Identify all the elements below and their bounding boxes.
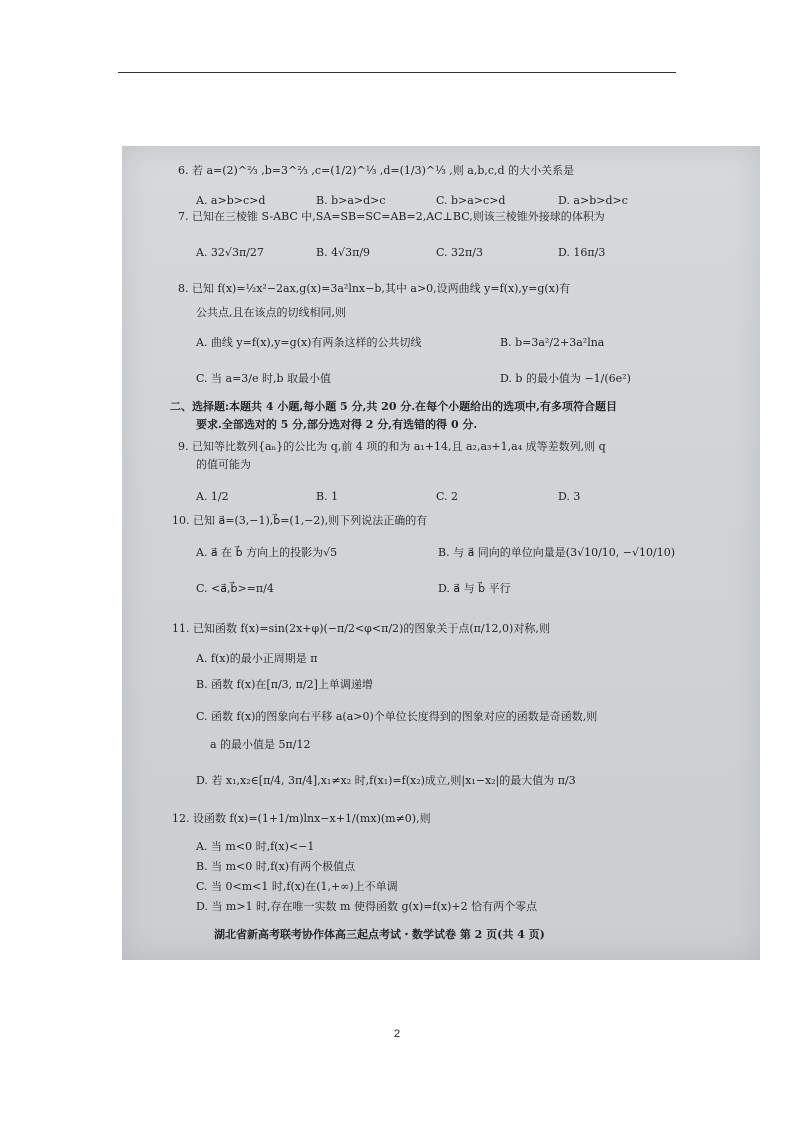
- q9-option-c: C. 2: [436, 490, 459, 503]
- q12-option-a: A. 当 m<0 时,f(x)<−1: [196, 840, 315, 853]
- q7-stem: 7. 已知在三棱锥 S-ABC 中,SA=SB=SC=AB=2,AC⊥BC,则该三棱锥外接球的体积为: [178, 210, 605, 223]
- exam-photo: [122, 146, 760, 960]
- exam-footer: 湖北省新高考联考协作体高三起点考试・数学试卷 第 2 页(共 4 页): [214, 928, 545, 941]
- q7-option-a: A. 32√3π/27: [196, 246, 264, 259]
- q9-stem-line1: 9. 已知等比数列{aₙ}的公比为 q,前 4 项的和为 a₁+14,且 a₂,a₃+1,a₄ 成等差数列,则 q: [178, 440, 606, 453]
- q11-option-c-line2: a 的最小值是 5π/12: [210, 738, 311, 751]
- q8-option-a: A. 曲线 y=f(x),y=g(x)有两条这样的公共切线: [196, 336, 422, 349]
- q8-stem-line1: 8. 已知 f(x)=½x²−2ax,g(x)=3a²lnx−b,其中 a>0,设两曲线 y=f(x),y=g(x)有: [178, 282, 571, 295]
- q6-option-d: D. a>b>d>c: [558, 194, 628, 207]
- q12-option-c: C. 当 0<m<1 时,f(x)在(1,+∞)上不单调: [196, 880, 398, 893]
- q11-stem: 11. 已知函数 f(x)=sin(2x+φ)(−π/2<φ<π/2)的图象关于点(π/12,0)对称,则: [172, 622, 550, 635]
- q11-option-a: A. f(x)的最小正周期是 π: [196, 652, 318, 665]
- q6-option-a: A. a>b>c>d: [196, 194, 266, 207]
- q8-option-d: D. b 的最小值为 −1/(6e²): [500, 372, 631, 385]
- page-number: 2: [393, 1028, 401, 1040]
- q9-stem-line2: 的值可能为: [196, 458, 251, 471]
- q10-option-c: C. <a⃗,b⃗>=π/4: [196, 582, 274, 595]
- q10-stem: 10. 已知 a⃗=(3,−1),b⃗=(1,−2),则下列说法正确的有: [172, 514, 428, 527]
- q8-option-b: B. b=3a²/2+3a²lna: [500, 336, 605, 349]
- section2-title-line1: 二、选择题:本题共 4 小题,每小题 5 分,共 20 分.在每个小题给出的选项中,有多项符合题目: [170, 400, 617, 413]
- q6-stem: 6. 若 a=(2)^⅔ ,b=3^⅔ ,c=(1/2)^⅓ ,d=(1/3)^⅓ ,则 a,b,c,d 的大小关系是: [178, 164, 575, 177]
- q10-option-a: A. a⃗ 在 b⃗ 方向上的投影为√5: [196, 546, 338, 559]
- q7-option-d: D. 16π/3: [558, 246, 606, 259]
- q9-option-b: B. 1: [316, 490, 339, 503]
- q11-option-d: D. 若 x₁,x₂∈[π/4, 3π/4],x₁≠x₂ 时,f(x₁)=f(x₂)成立,则|x₁−x₂|的最大值为 π/3: [196, 774, 576, 787]
- q10-option-b: B. 与 a⃗ 同向的单位向量是(3√10/10, −√10/10): [438, 546, 676, 559]
- q9-option-d: D. 3: [558, 490, 581, 503]
- q8-option-c: C. 当 a=3/e 时,b 取最小值: [196, 372, 332, 385]
- q10-option-d: D. a⃗ 与 b⃗ 平行: [438, 582, 511, 595]
- q11-option-b: B. 函数 f(x)在[π/3, π/2]上单调递增: [196, 678, 373, 691]
- q6-option-b: B. b>a>d>c: [316, 194, 386, 207]
- section2-title-line2: 要求.全部选对的 5 分,部分选对得 2 分,有选错的得 0 分.: [196, 418, 478, 431]
- q8-stem-line2: 公共点,且在该点的切线相同,则: [196, 306, 346, 319]
- q7-option-c: C. 32π/3: [436, 246, 483, 259]
- q9-option-a: A. 1/2: [196, 490, 229, 503]
- q6-option-c: C. b>a>c>d: [436, 194, 506, 207]
- top-rule: [118, 72, 676, 73]
- q12-option-b: B. 当 m<0 时,f(x)有两个极值点: [196, 860, 356, 873]
- q12-option-d: D. 当 m>1 时,存在唯一实数 m 使得函数 g(x)=f(x)+2 恰有两个零点: [196, 900, 538, 913]
- q11-option-c-line1: C. 函数 f(x)的图象向右平移 a(a>0)个单位长度得到的图象对应的函数是奇函数,则: [196, 710, 598, 723]
- q7-option-b: B. 4√3π/9: [316, 246, 371, 259]
- q12-stem: 12. 设函数 f(x)=(1+1/m)lnx−x+1/(mx)(m≠0),则: [172, 812, 431, 825]
